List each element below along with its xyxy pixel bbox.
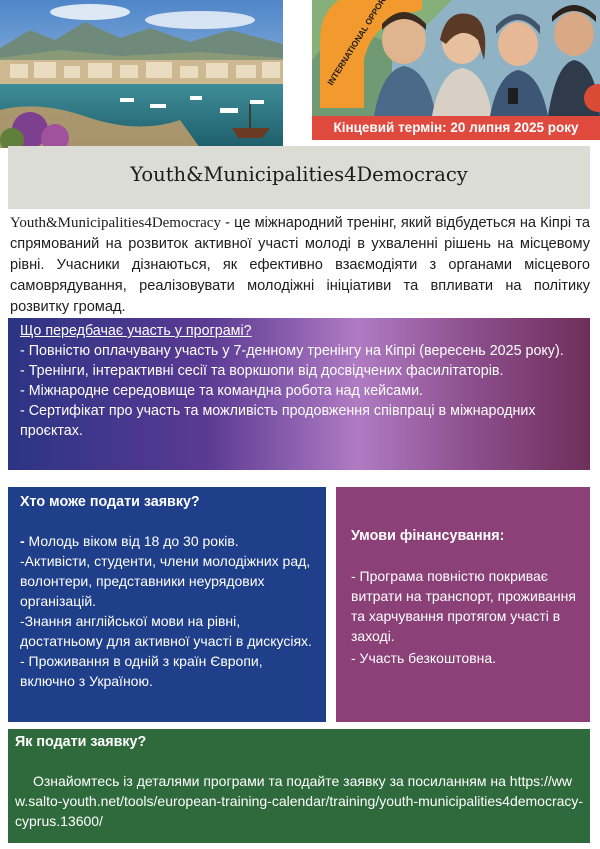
page-title: Youth&Municipalities4Democracy — [130, 163, 468, 186]
apply-link[interactable]: https://www.salto-youth.net/tools/european-training-calendar/training/youth-municipalities4democracy-cyprus.13600/ — [15, 773, 584, 829]
apply-text: Ознайомтесь із деталями програми та подайте заявку за посиланням на — [33, 773, 506, 789]
eligibility-item — [20, 531, 320, 551]
funding-box — [336, 487, 590, 722]
deadline-banner: Кінцевий термін: 20 липня 2025 року — [312, 116, 600, 140]
funding-coverage: - Програма повністю покриває витрати на транспорт, проживання та харчування протягом участі в заході. — [351, 568, 576, 644]
harbour-photo — [0, 0, 283, 148]
benefit-item: - Міжнародне середовище та командна робота над кейсами. — [20, 383, 424, 399]
eligibility-dash: - — [20, 533, 25, 549]
benefits-heading: Що передбачає участь у програмі? — [20, 323, 252, 339]
intro-text: - це міжнародний тренінг, який відбудеться на Кіпрі та спрямований на розвиток активної участі молоді в ухваленні рішень на місцевому рівні. Учасники дізнаються, як ефективно взаємодіяти з органами місцевого самоврядування, реалізовувати молодіжні ініціативи та впливати на політику розвитку громад. — [10, 215, 590, 315]
eligibility-heading: Хто може подати заявку? — [20, 494, 200, 510]
apply-box — [8, 729, 590, 843]
eligibility-text: Молодь віком від 18 до 30 років. — [24, 533, 239, 549]
benefit-item: - Сертифікат про участь та можливість продовження співпраці в міжнародних проєктах. — [20, 403, 536, 439]
funding-heading: Умови фінансування: — [351, 528, 505, 544]
eligibility-item: -Активісти, студенти, члени молодіжних рад, волонтери, представники неурядових організацій. — [20, 553, 311, 609]
intro-lead: Youth&Municipalities4Democracy — [10, 215, 221, 231]
intro-paragraph — [10, 213, 590, 318]
eligibility-item: - Проживання в одній з країн Європи, включно з Україною. — [20, 653, 263, 689]
students-photo — [312, 0, 600, 116]
eligibility-item: -Знання англійської мови на рівні, достатньому для активної участі в дискусіях. — [20, 613, 312, 649]
benefit-item: - Повністю оплачувану участь у 7-денному тренінгу на Кіпрі (вересень 2025 року). — [20, 343, 564, 359]
benefit-item: - Тренінги, інтерактивні сесії та воркшопи від досвідчених фасилітаторів. — [20, 363, 504, 379]
title-band — [8, 146, 590, 209]
benefits-box — [8, 318, 590, 470]
apply-heading: Як подати заявку? — [15, 734, 147, 750]
eligibility-box — [8, 487, 326, 722]
funding-free: - Участь безкоштовна. — [351, 650, 497, 666]
